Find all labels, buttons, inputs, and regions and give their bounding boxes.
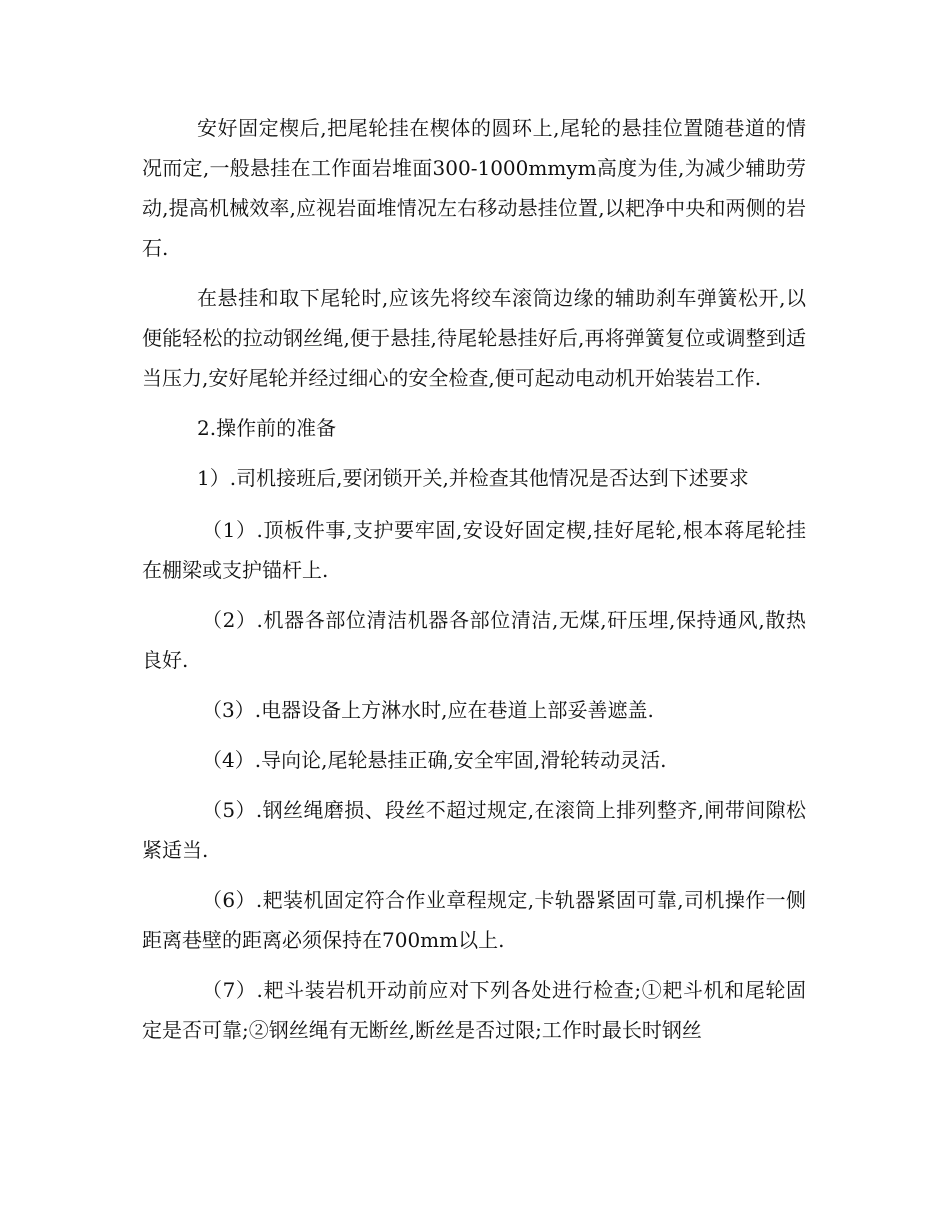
paragraph-tail-wheel-removal: 在悬挂和取下尾轮时,应该先将绞车滚筒边缘的辅助刹车弹簧松开,以便能轻松的拉动钢丝绳,便于悬挂,待尾轮悬挂好后,再将弹簧复位或调整到适当压力,安好尾轮并经过细心的安全检查,便可起动电动机开始装岩工作. [142,286,806,390]
list-item: （5）.钢丝绳磨损、段丝不超过规定,在滚筒上排列整齐,闸带间隙松紧适当. [142,798,806,862]
list-item: （6）.耙装机固定符合作业章程规定,卡轨器紧固可靠,司机操作一侧距离巷壁的距离必须保持在700mm以上. [142,888,806,952]
paragraph-tail-wheel-mounting: 安好固定楔后,把尾轮挂在楔体的圆环上,尾轮的悬挂位置随巷道的情况而定,一般悬挂在工作面岩堆面300-1000mmym高度为佳,为减少辅助劳动,提高机械效率,应视岩面堆情况左右移动悬挂位置,以耙净中央和两侧的岩石. [142,116,806,260]
section-heading: 2.操作前的准备 [197,416,337,440]
document-body [142,108,806,1050]
list-item: （1）.顶板件事,支护要牢固,安设好固定楔,挂好尾轮,根本蒋尾轮挂在棚梁或支护锚杆上. [142,518,806,582]
step-heading: 1）.司机接班后,要闭锁开关,并检查其他情况是否达到下述要求 [197,466,749,490]
list-item: （7）.耙斗装岩机开动前应对下列各处进行检查;①耙斗机和尾轮固定是否可靠;②钢丝绳有无断丝,断丝是否过限;工作时最长时钢丝 [142,978,806,1042]
list-item: （2）.机器各部位清洁机器各部位清洁,无煤,矸压埋,保持通风,散热良好. [142,608,806,672]
list-item: （3）.电器设备上方淋水时,应在巷道上部妥善遮盖. [202,698,654,722]
list-item: （4）.导向论,尾轮悬挂正确,安全牢固,滑轮转动灵活. [202,748,667,772]
